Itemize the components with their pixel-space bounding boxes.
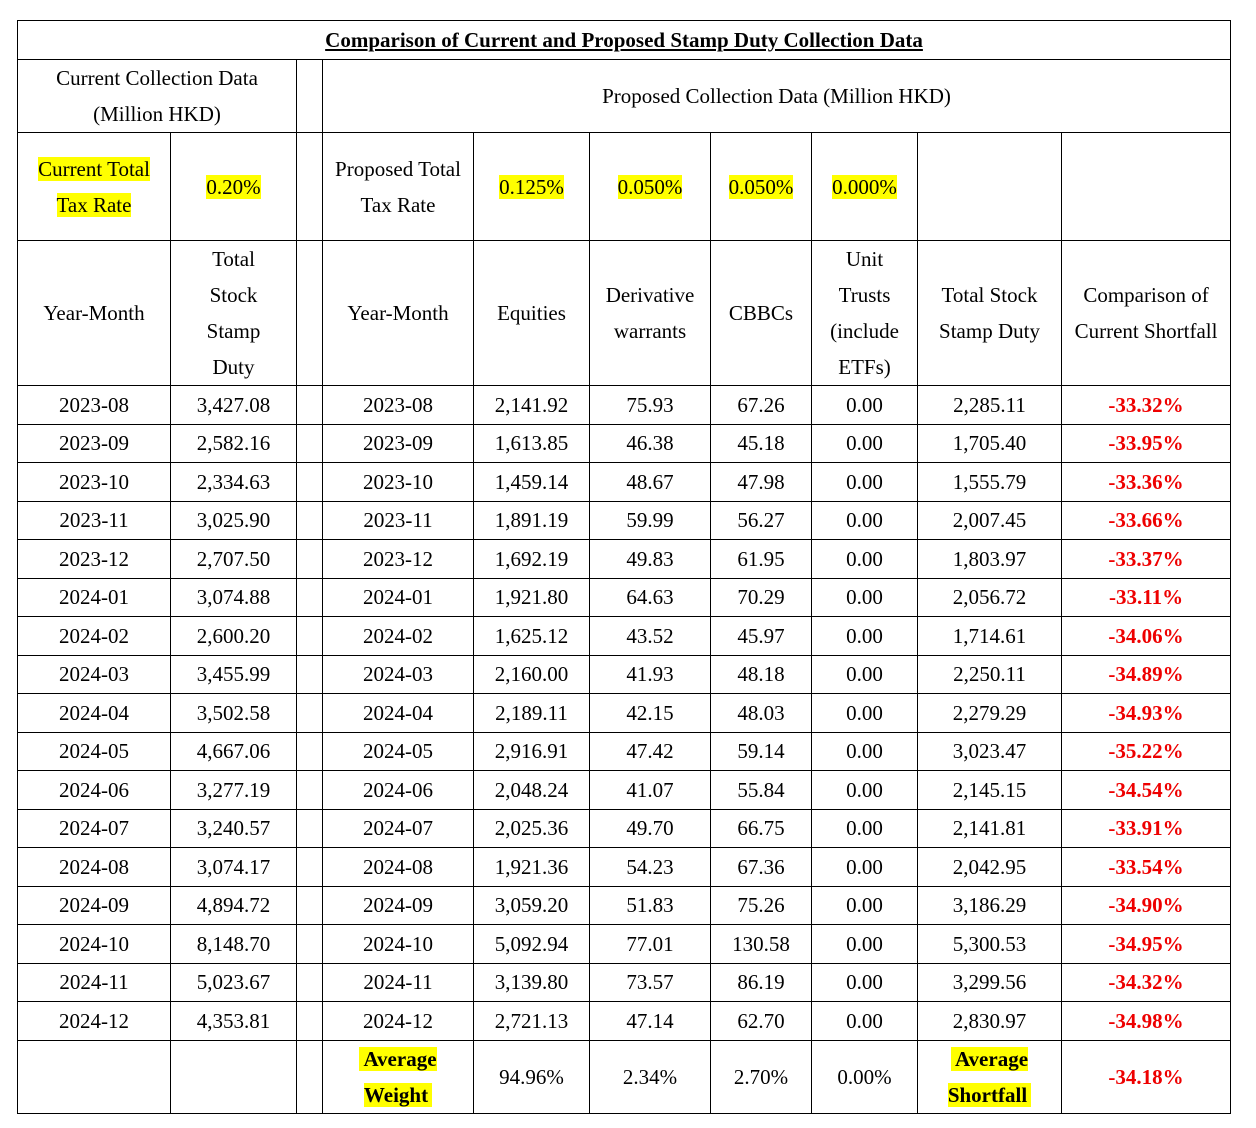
cell-total-stock-stamp-duty-proposed: 1,705.40 bbox=[918, 424, 1062, 463]
table-row bbox=[18, 694, 1231, 733]
cell-derivative-warrants: 43.52 bbox=[590, 617, 711, 656]
table-row bbox=[18, 501, 1231, 540]
cell-total-stock-stamp-duty-current: 4,894.72 bbox=[171, 886, 297, 925]
current-total-tax-rate-value-text: 0.20% bbox=[206, 174, 261, 199]
col-header-derivative-warrants: Derivative warrants bbox=[590, 241, 711, 386]
cell-equities: 2,916.91 bbox=[474, 732, 590, 771]
cell-cbbcs: 55.84 bbox=[711, 771, 812, 810]
cell-derivative-warrants: 51.83 bbox=[590, 886, 711, 925]
cell-year-month-proposed: 2024-03 bbox=[323, 655, 474, 694]
cell-comparison: -34.90% bbox=[1062, 886, 1231, 925]
col-header-year-month-proposed: Year-Month bbox=[323, 241, 474, 386]
cell-year-month-current: 2023-09 bbox=[18, 424, 171, 463]
spacer-cell bbox=[297, 694, 323, 733]
cell-year-month-current: 2024-09 bbox=[18, 886, 171, 925]
cell-equities: 1,692.19 bbox=[474, 540, 590, 579]
cell-cbbcs: 67.36 bbox=[711, 848, 812, 887]
spacer-cell bbox=[297, 809, 323, 848]
cell-derivative-warrants: 48.67 bbox=[590, 463, 711, 502]
spacer-cell bbox=[297, 848, 323, 887]
cell-unit-trusts: 0.00 bbox=[812, 809, 918, 848]
cell-comparison: -33.66% bbox=[1062, 501, 1231, 540]
cbbcs-rate bbox=[711, 133, 812, 241]
spacer-cell bbox=[297, 1002, 323, 1041]
cell-year-month-proposed: 2024-04 bbox=[323, 694, 474, 733]
derivative-warrants-rate bbox=[590, 133, 711, 241]
cell-equities: 2,160.00 bbox=[474, 655, 590, 694]
cell-equities: 2,189.11 bbox=[474, 694, 590, 733]
cell-derivative-warrants: 46.38 bbox=[590, 424, 711, 463]
average-weight-derivative-warrants: 2.34% bbox=[590, 1040, 711, 1113]
empty-cell bbox=[1062, 133, 1231, 241]
cell-total-stock-stamp-duty-proposed: 1,714.61 bbox=[918, 617, 1062, 656]
cell-equities: 1,459.14 bbox=[474, 463, 590, 502]
cell-comparison: -33.11% bbox=[1062, 578, 1231, 617]
col-header-year-month-current: Year-Month bbox=[18, 241, 171, 386]
cell-unit-trusts: 0.00 bbox=[812, 925, 918, 964]
current-total-tax-rate-label-text: Current Total Tax Rate bbox=[38, 156, 150, 217]
cell-comparison: -33.91% bbox=[1062, 809, 1231, 848]
cell-derivative-warrants: 75.93 bbox=[590, 386, 711, 425]
cell-equities: 1,891.19 bbox=[474, 501, 590, 540]
cell-total-stock-stamp-duty-proposed: 3,299.56 bbox=[918, 963, 1062, 1002]
cell-year-month-current: 2024-06 bbox=[18, 771, 171, 810]
cell-year-month-proposed: 2023-08 bbox=[323, 386, 474, 425]
cell-derivative-warrants: 77.01 bbox=[590, 925, 711, 964]
cell-unit-trusts: 0.00 bbox=[812, 771, 918, 810]
cell-equities: 1,921.36 bbox=[474, 848, 590, 887]
cell-derivative-warrants: 41.07 bbox=[590, 771, 711, 810]
cell-year-month-current: 2024-05 bbox=[18, 732, 171, 771]
cell-year-month-current: 2024-10 bbox=[18, 925, 171, 964]
cell-derivative-warrants: 64.63 bbox=[590, 578, 711, 617]
table-row bbox=[18, 925, 1231, 964]
cell-year-month-proposed: 2024-10 bbox=[323, 925, 474, 964]
cell-cbbcs: 45.18 bbox=[711, 424, 812, 463]
cell-year-month-proposed: 2023-09 bbox=[323, 424, 474, 463]
cell-comparison: -34.93% bbox=[1062, 694, 1231, 733]
spacer-cell bbox=[297, 655, 323, 694]
cell-year-month-current: 2024-12 bbox=[18, 1002, 171, 1041]
cell-cbbcs: 61.95 bbox=[711, 540, 812, 579]
average-shortfall-value: -34.18% bbox=[1062, 1040, 1231, 1113]
cell-comparison: -35.22% bbox=[1062, 732, 1231, 771]
average-weight-label-text: Average Weight bbox=[359, 1047, 436, 1107]
table-row bbox=[18, 578, 1231, 617]
cell-year-month-current: 2023-08 bbox=[18, 386, 171, 425]
cell-year-month-current: 2023-10 bbox=[18, 463, 171, 502]
cell-total-stock-stamp-duty-proposed: 2,250.11 bbox=[918, 655, 1062, 694]
cell-total-stock-stamp-duty-current: 3,427.08 bbox=[171, 386, 297, 425]
cell-total-stock-stamp-duty-current: 2,707.50 bbox=[171, 540, 297, 579]
cell-total-stock-stamp-duty-proposed: 5,300.53 bbox=[918, 925, 1062, 964]
cell-total-stock-stamp-duty-current: 3,502.58 bbox=[171, 694, 297, 733]
cell-year-month-proposed: 2023-10 bbox=[323, 463, 474, 502]
cell-year-month-current: 2024-04 bbox=[18, 694, 171, 733]
cell-total-stock-stamp-duty-proposed: 1,803.97 bbox=[918, 540, 1062, 579]
spacer-cell bbox=[297, 424, 323, 463]
cell-total-stock-stamp-duty-proposed: 1,555.79 bbox=[918, 463, 1062, 502]
cell-cbbcs: 75.26 bbox=[711, 886, 812, 925]
table-title: Comparison of Current and Proposed Stamp Duty Collection Data bbox=[18, 21, 1231, 60]
table-row bbox=[18, 963, 1231, 1002]
proposed-collection-header: Proposed Collection Data (Million HKD) bbox=[323, 60, 1231, 133]
table-row bbox=[18, 1002, 1231, 1041]
cell-total-stock-stamp-duty-current: 3,074.88 bbox=[171, 578, 297, 617]
cell-year-month-current: 2024-02 bbox=[18, 617, 171, 656]
stamp-duty-comparison-table bbox=[17, 20, 1231, 1114]
spacer-cell bbox=[297, 617, 323, 656]
cell-cbbcs: 130.58 bbox=[711, 925, 812, 964]
spacer-cell bbox=[297, 60, 323, 133]
cell-comparison: -34.89% bbox=[1062, 655, 1231, 694]
spacer-cell bbox=[297, 732, 323, 771]
col-header-total-stock-stamp-duty-current: Total Stock Stamp Duty bbox=[171, 241, 297, 386]
unit-trusts-rate bbox=[812, 133, 918, 241]
cell-comparison: -34.06% bbox=[1062, 617, 1231, 656]
cell-equities: 2,025.36 bbox=[474, 809, 590, 848]
cell-total-stock-stamp-duty-current: 3,074.17 bbox=[171, 848, 297, 887]
table-row bbox=[18, 655, 1231, 694]
current-total-tax-rate-label bbox=[18, 133, 171, 241]
cell-derivative-warrants: 59.99 bbox=[590, 501, 711, 540]
table-row bbox=[18, 771, 1231, 810]
cell-equities: 2,048.24 bbox=[474, 771, 590, 810]
col-header-unit-trusts: Unit Trusts (include ETFs) bbox=[812, 241, 918, 386]
cell-comparison: -33.37% bbox=[1062, 540, 1231, 579]
cell-cbbcs: 67.26 bbox=[711, 386, 812, 425]
cell-total-stock-stamp-duty-proposed: 2,145.15 bbox=[918, 771, 1062, 810]
table-row bbox=[18, 732, 1231, 771]
cell-total-stock-stamp-duty-proposed: 2,056.72 bbox=[918, 578, 1062, 617]
cell-unit-trusts: 0.00 bbox=[812, 848, 918, 887]
cell-total-stock-stamp-duty-current: 4,667.06 bbox=[171, 732, 297, 771]
empty-cell bbox=[18, 1040, 171, 1113]
cell-year-month-proposed: 2024-06 bbox=[323, 771, 474, 810]
cell-unit-trusts: 0.00 bbox=[812, 617, 918, 656]
cell-year-month-current: 2023-12 bbox=[18, 540, 171, 579]
cell-cbbcs: 48.18 bbox=[711, 655, 812, 694]
cell-unit-trusts: 0.00 bbox=[812, 501, 918, 540]
current-total-tax-rate-value bbox=[171, 133, 297, 241]
cell-total-stock-stamp-duty-proposed: 2,007.45 bbox=[918, 501, 1062, 540]
table-row bbox=[18, 848, 1231, 887]
average-shortfall-label-text: Average Shortfall bbox=[948, 1047, 1031, 1107]
col-header-total-stock-stamp-duty-proposed: Total Stock Stamp Duty bbox=[918, 241, 1062, 386]
spacer-cell bbox=[297, 1040, 323, 1113]
cell-derivative-warrants: 47.42 bbox=[590, 732, 711, 771]
table-row bbox=[18, 463, 1231, 502]
cell-year-month-proposed: 2024-08 bbox=[323, 848, 474, 887]
table-row bbox=[18, 386, 1231, 425]
cell-equities: 2,141.92 bbox=[474, 386, 590, 425]
cell-derivative-warrants: 42.15 bbox=[590, 694, 711, 733]
spacer-cell bbox=[297, 540, 323, 579]
cell-unit-trusts: 0.00 bbox=[812, 732, 918, 771]
spacer-cell bbox=[297, 886, 323, 925]
cell-unit-trusts: 0.00 bbox=[812, 886, 918, 925]
cell-comparison: -34.54% bbox=[1062, 771, 1231, 810]
cell-year-month-proposed: 2024-07 bbox=[323, 809, 474, 848]
col-header-cbbcs: CBBCs bbox=[711, 241, 812, 386]
cell-unit-trusts: 0.00 bbox=[812, 655, 918, 694]
cell-total-stock-stamp-duty-current: 2,334.63 bbox=[171, 463, 297, 502]
average-shortfall-label bbox=[918, 1040, 1062, 1113]
cell-equities: 3,059.20 bbox=[474, 886, 590, 925]
table-row bbox=[18, 617, 1231, 656]
cell-year-month-proposed: 2023-11 bbox=[323, 501, 474, 540]
cell-year-month-current: 2024-01 bbox=[18, 578, 171, 617]
cell-equities: 1,921.80 bbox=[474, 578, 590, 617]
cell-comparison: -33.54% bbox=[1062, 848, 1231, 887]
cell-derivative-warrants: 49.70 bbox=[590, 809, 711, 848]
cell-total-stock-stamp-duty-current: 3,240.57 bbox=[171, 809, 297, 848]
proposed-total-tax-rate-label: Proposed Total Tax Rate bbox=[323, 133, 474, 241]
cell-total-stock-stamp-duty-proposed: 2,830.97 bbox=[918, 1002, 1062, 1041]
cell-total-stock-stamp-duty-current: 3,277.19 bbox=[171, 771, 297, 810]
cell-total-stock-stamp-duty-current: 8,148.70 bbox=[171, 925, 297, 964]
cell-year-month-current: 2024-03 bbox=[18, 655, 171, 694]
cell-comparison: -33.36% bbox=[1062, 463, 1231, 502]
equities-rate-text: 0.125% bbox=[499, 174, 564, 199]
col-header-comparison: Comparison of Current Shortfall bbox=[1062, 241, 1231, 386]
cell-cbbcs: 45.97 bbox=[711, 617, 812, 656]
cell-unit-trusts: 0.00 bbox=[812, 963, 918, 1002]
cell-year-month-proposed: 2023-12 bbox=[323, 540, 474, 579]
cell-equities: 3,139.80 bbox=[474, 963, 590, 1002]
cell-cbbcs: 86.19 bbox=[711, 963, 812, 1002]
cell-comparison: -34.95% bbox=[1062, 925, 1231, 964]
table-row bbox=[18, 809, 1231, 848]
cell-equities: 1,625.12 bbox=[474, 617, 590, 656]
cell-unit-trusts: 0.00 bbox=[812, 386, 918, 425]
cell-comparison: -33.95% bbox=[1062, 424, 1231, 463]
average-weight-label bbox=[323, 1040, 474, 1113]
average-weight-cbbcs: 2.70% bbox=[711, 1040, 812, 1113]
cell-total-stock-stamp-duty-proposed: 2,042.95 bbox=[918, 848, 1062, 887]
average-weight-equities: 94.96% bbox=[474, 1040, 590, 1113]
cell-unit-trusts: 0.00 bbox=[812, 540, 918, 579]
cell-year-month-current: 2024-11 bbox=[18, 963, 171, 1002]
cell-year-month-current: 2023-11 bbox=[18, 501, 171, 540]
cell-year-month-proposed: 2024-12 bbox=[323, 1002, 474, 1041]
cell-total-stock-stamp-duty-current: 5,023.67 bbox=[171, 963, 297, 1002]
cell-year-month-proposed: 2024-02 bbox=[323, 617, 474, 656]
spacer-cell bbox=[297, 463, 323, 502]
cell-year-month-proposed: 2024-05 bbox=[323, 732, 474, 771]
cell-year-month-current: 2024-07 bbox=[18, 809, 171, 848]
equities-rate bbox=[474, 133, 590, 241]
cell-cbbcs: 47.98 bbox=[711, 463, 812, 502]
cell-total-stock-stamp-duty-current: 3,025.90 bbox=[171, 501, 297, 540]
cell-unit-trusts: 0.00 bbox=[812, 424, 918, 463]
cell-cbbcs: 62.70 bbox=[711, 1002, 812, 1041]
cell-unit-trusts: 0.00 bbox=[812, 463, 918, 502]
cell-equities: 1,613.85 bbox=[474, 424, 590, 463]
cell-total-stock-stamp-duty-proposed: 3,186.29 bbox=[918, 886, 1062, 925]
cell-cbbcs: 70.29 bbox=[711, 578, 812, 617]
spacer-cell bbox=[297, 386, 323, 425]
spacer-cell bbox=[297, 771, 323, 810]
cell-cbbcs: 48.03 bbox=[711, 694, 812, 733]
table-row bbox=[18, 886, 1231, 925]
derivative-warrants-rate-text: 0.050% bbox=[617, 174, 683, 199]
spacer-cell bbox=[297, 925, 323, 964]
cell-cbbcs: 59.14 bbox=[711, 732, 812, 771]
cell-comparison: -34.32% bbox=[1062, 963, 1231, 1002]
cell-unit-trusts: 0.00 bbox=[812, 694, 918, 733]
cell-equities: 2,721.13 bbox=[474, 1002, 590, 1041]
cell-comparison: -33.32% bbox=[1062, 386, 1231, 425]
cell-unit-trusts: 0.00 bbox=[812, 578, 918, 617]
cell-year-month-current: 2024-08 bbox=[18, 848, 171, 887]
current-collection-header: Current Collection Data (Million HKD) bbox=[18, 60, 297, 133]
cell-total-stock-stamp-duty-proposed: 3,023.47 bbox=[918, 732, 1062, 771]
cell-total-stock-stamp-duty-proposed: 2,285.11 bbox=[918, 386, 1062, 425]
cell-equities: 5,092.94 bbox=[474, 925, 590, 964]
cell-year-month-proposed: 2024-11 bbox=[323, 963, 474, 1002]
spacer-cell bbox=[297, 578, 323, 617]
empty-cell bbox=[918, 133, 1062, 241]
cell-total-stock-stamp-duty-proposed: 2,279.29 bbox=[918, 694, 1062, 733]
table-row bbox=[18, 424, 1231, 463]
average-weight-unit-trusts: 0.00% bbox=[812, 1040, 918, 1113]
cell-derivative-warrants: 47.14 bbox=[590, 1002, 711, 1041]
spacer-cell bbox=[297, 963, 323, 1002]
unit-trusts-rate-text: 0.000% bbox=[832, 174, 897, 199]
cell-derivative-warrants: 41.93 bbox=[590, 655, 711, 694]
cell-unit-trusts: 0.00 bbox=[812, 1002, 918, 1041]
data-rows bbox=[18, 386, 1231, 1041]
cell-cbbcs: 66.75 bbox=[711, 809, 812, 848]
cell-derivative-warrants: 49.83 bbox=[590, 540, 711, 579]
cell-total-stock-stamp-duty-current: 4,353.81 bbox=[171, 1002, 297, 1041]
spacer-cell bbox=[297, 133, 323, 241]
cell-comparison: -34.98% bbox=[1062, 1002, 1231, 1041]
cell-year-month-proposed: 2024-01 bbox=[323, 578, 474, 617]
spacer-cell bbox=[297, 501, 323, 540]
cell-year-month-proposed: 2024-09 bbox=[323, 886, 474, 925]
cbbcs-rate-text: 0.050% bbox=[728, 174, 794, 199]
cell-total-stock-stamp-duty-current: 3,455.99 bbox=[171, 655, 297, 694]
cell-total-stock-stamp-duty-proposed: 2,141.81 bbox=[918, 809, 1062, 848]
cell-derivative-warrants: 54.23 bbox=[590, 848, 711, 887]
cell-total-stock-stamp-duty-current: 2,600.20 bbox=[171, 617, 297, 656]
table-row bbox=[18, 540, 1231, 579]
cell-derivative-warrants: 73.57 bbox=[590, 963, 711, 1002]
cell-total-stock-stamp-duty-current: 2,582.16 bbox=[171, 424, 297, 463]
spacer-cell bbox=[297, 241, 323, 386]
cell-cbbcs: 56.27 bbox=[711, 501, 812, 540]
col-header-equities: Equities bbox=[474, 241, 590, 386]
empty-cell bbox=[171, 1040, 297, 1113]
